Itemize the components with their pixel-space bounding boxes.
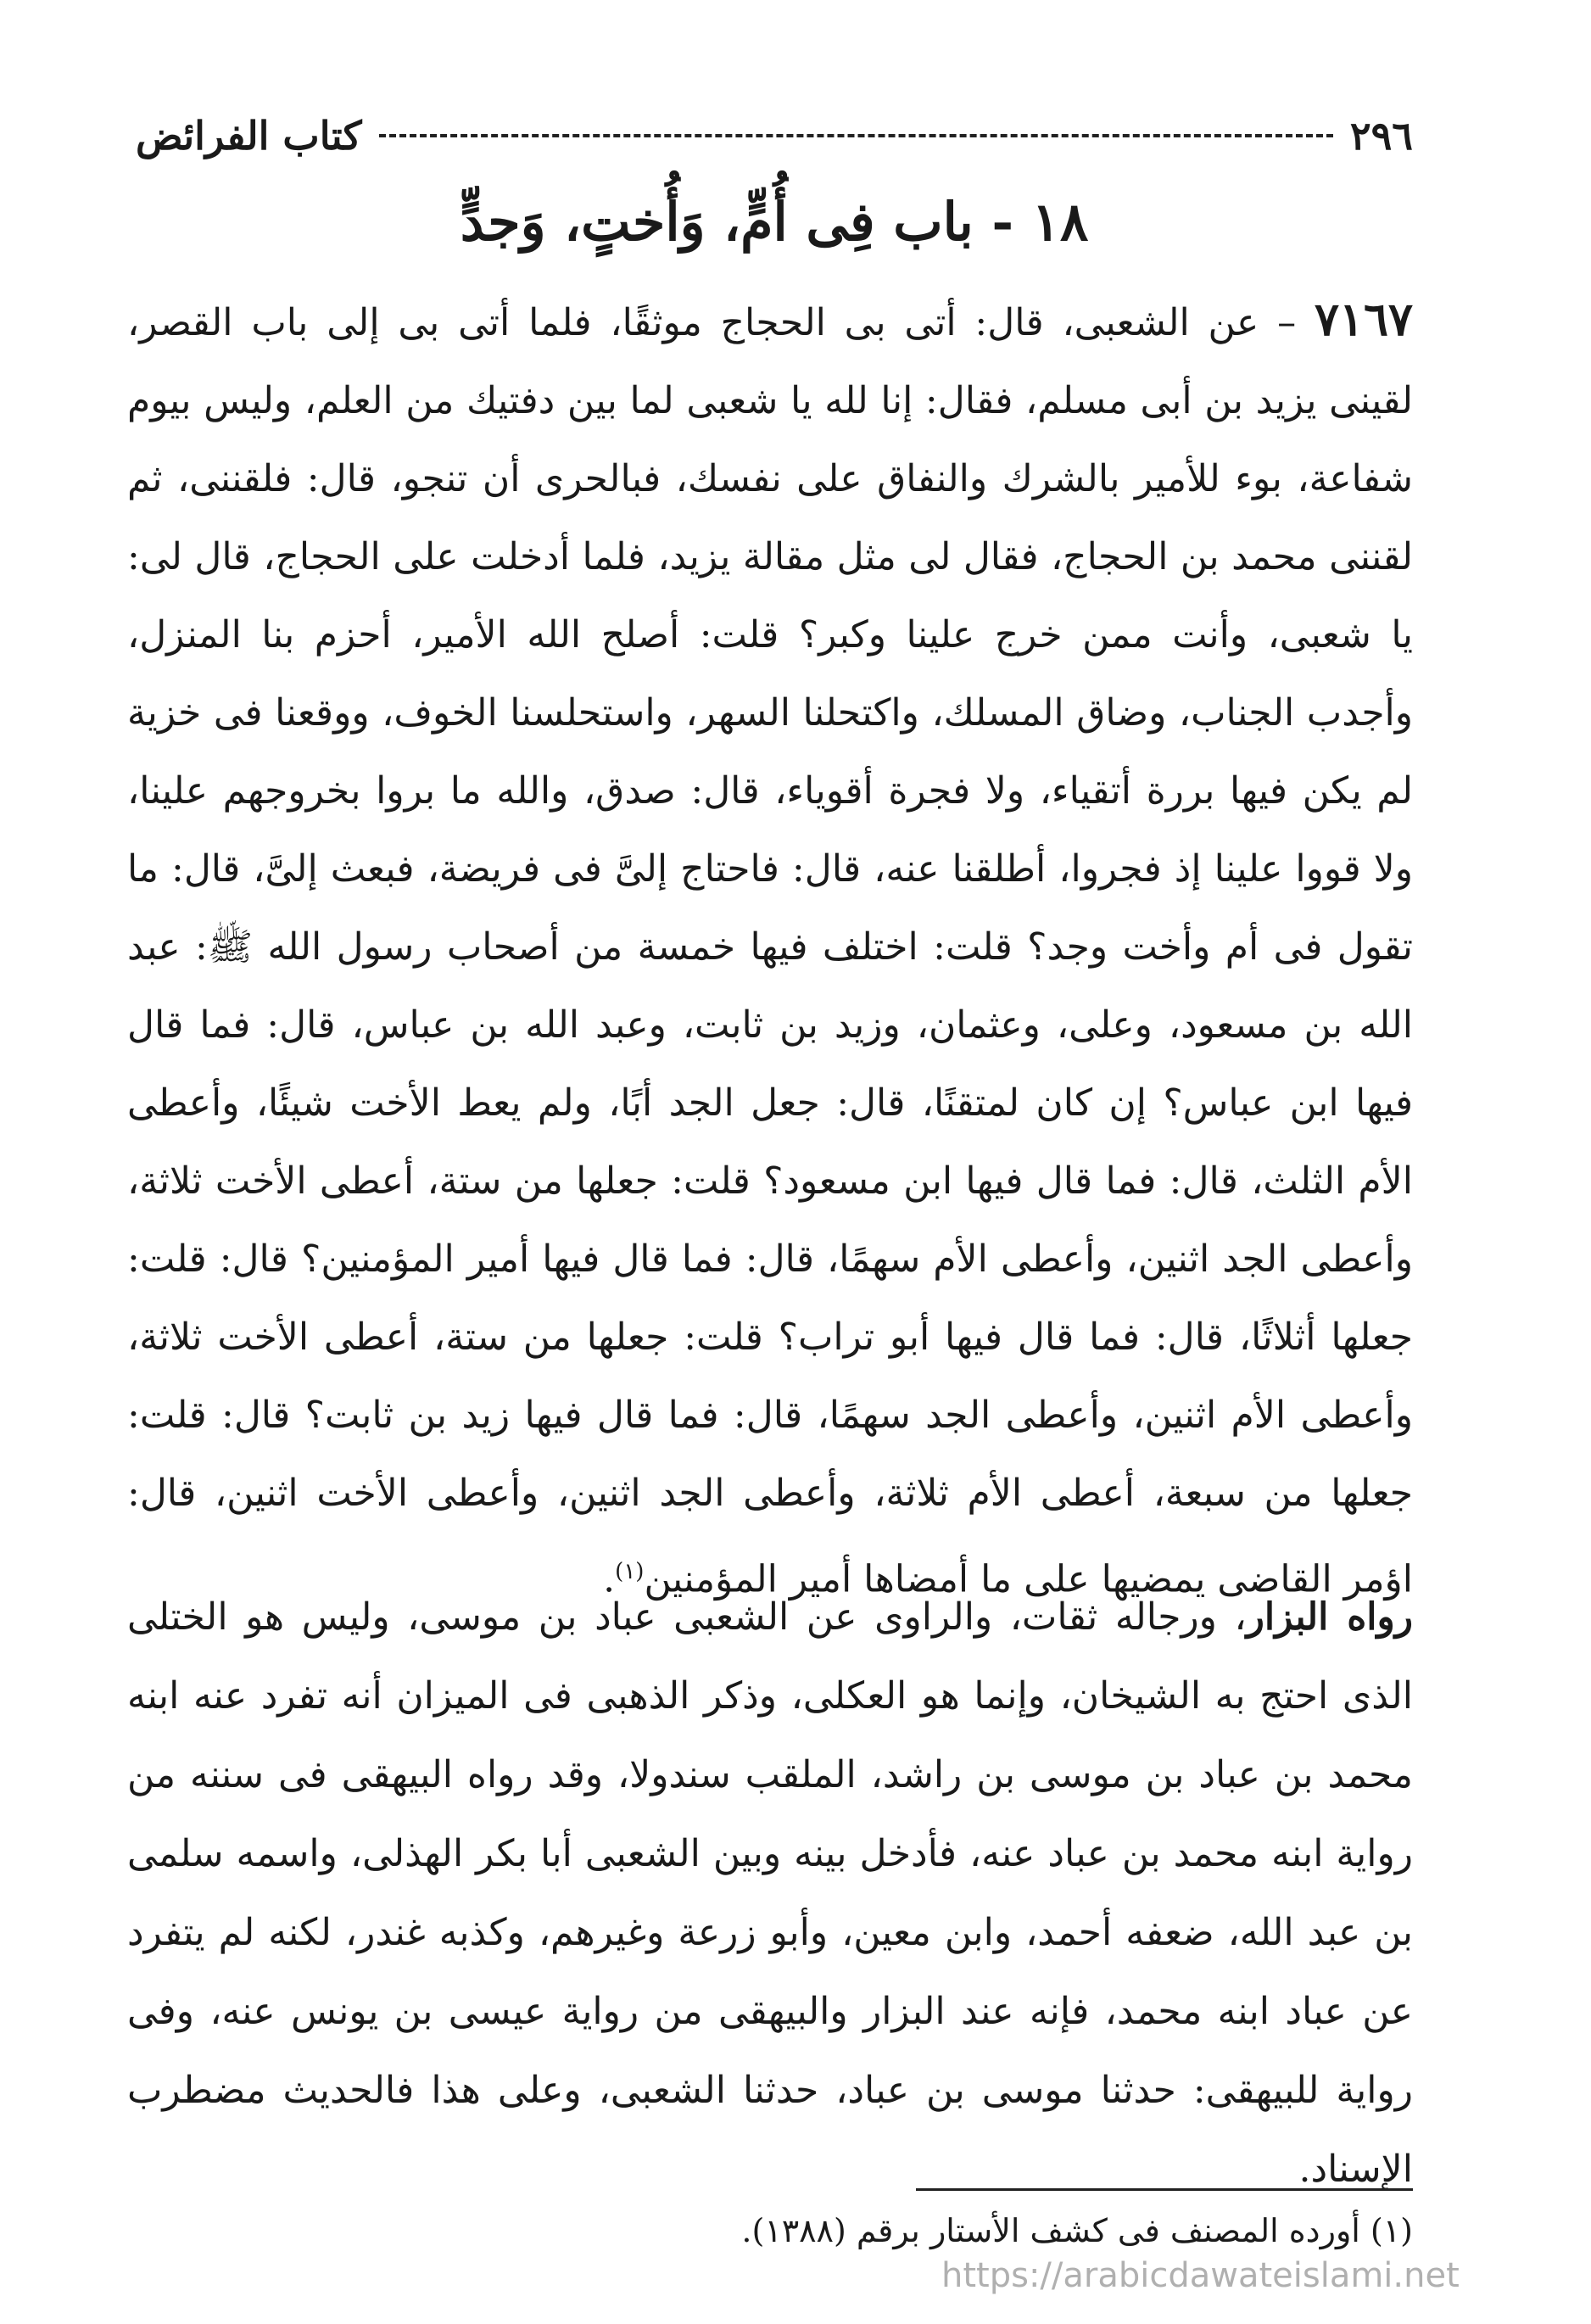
header-rule [379,134,1333,137]
page-header [136,102,1413,170]
chapter-title: ١٨ - باب فِى أُمٍّ، وَأُختٍ، وَجدٍّ [460,191,1089,253]
hadith-dash: – [1259,301,1315,344]
page-number: ٢٩٦ [1349,113,1413,159]
footnote-divider [916,2188,1413,2191]
hadith-body: عن الشعبى، قال: أتى بى الحجاج موثقًا، فلما أتى بى إلى باب القصر، لقينى يزيد بن أبى مسلم، فقال: إنا لله يا شعبى لما بين دفتيك من العلم، وليس بيوم شفاعة، بوء للأمير بالشرك والنفاق على نفسك، فبالحرى أن تنجو، قال: فلقننى، ثم لقننى محمد بن الحجاج، فقال لى مثل مقالة يزيد، فلما أدخلت على الحجاج، قال لى: يا شعبى، وأنت ممن خرج علينا وكبر؟ قلت: أصلح الله الأمير، أحزم بنا المنزل، وأجدب الجناب، وضاق المسلك، واكتحلنا السهر، واستحلسنا الخوف، ووقعنا فى خزية لم يكن فيها بررة أتقياء، ولا فجرة أقوياء، قال: صدق، والله ما بروا بخروجهم علينا، ولا قووا علينا إذ فجروا، أطلقنا عنه، قال: فاحتاج إلىَّ فى فريضة، فبعث إلىَّ، قال: ما تقول فى أم وأخت وجد؟ قلت: اختلف فيها خمسة من أصحاب رسول الله ﷺ: عبد الله بن مسعود، وعلى، وعثمان، وزيد بن ثابت، وعبد الله بن عباس، قال: فما قال فيها ابن عباس؟ إن كان لمتقنًا، قال: جعل الجد أبًا، ولم يعط الأخت شيئًا، وأعطى الأم الثلث، قال: فما قال فيها ابن مسعود؟ قلت: جعلها من ستة، أعطى الأخت ثلاثة، وأعطى الجد اثنين، وأعطى الأم سهمًا، قال: فما قال فيها أمير المؤمنين؟ قال: قلت: جعلها أثلاثًا، قال: فما قال فيها أبو تراب؟ قلت: جعلها من ستة، أعطى الأخت ثلاثة، وأعطى الأم اثنين، وأعطى الجد سهمًا، قال: فما قال فيها زيد بن ثابت؟ قال: قلت: جعلها من سبعة، أعطى الأم ثلاثة، وأعطى الجد اثنين، وأعطى الأخت اثنين، قال: اؤمر القاضى يمضيها على ما أمضاها أمير المؤمنين [127,301,1413,1601]
footnote-reference[interactable]: (١) [615,1559,645,1584]
commentary-body: ، ورجاله ثقات، والراوى عن الشعبى عباد بن موسى، وليس هو الختلى الذى احتج به الشيخان، وإنما هو العكلى، وذكر الذهبى فى الميزان أنه تفرد عنه ابنه محمد بن عباد بن موسى بن راشد، الملقب سندولا، وقد رواه البيهقى فى سننه من رواية ابنه محمد بن عباد عنه، فأدخل بينه وبين الشعبى أبا بكر الهذلى، واسمه سلمى بن عبد الله، ضعفه أحمد، وابن معين، وأبو زرعة وغيرهم، وكذبه غندر، لكنه لم يتفرد عن عباد ابنه محمد، فإنه عند البزار والبيهقى من رواية عيسى بن يونس عنه، وفى رواية للبيهقى: حدثنا موسى بن عباد، حدثنا الشعبى، وعلى هذا فالحديث مضطرب الإسناد. [127,1595,1413,2191]
commentary-lead: رواه البزار [1246,1595,1413,1639]
hadith-end: . [603,1557,616,1601]
book-title: كتاب الفرائض [136,113,362,159]
footnote-text: (١) أورده المصنف فى كشف الأستار برقم (١٣٨٨). [741,2212,1413,2249]
watermark-url: https://arabicdawateislami.net [941,2256,1460,2295]
hadith-number: ٧١٦٧ [1314,292,1413,346]
hadith-text [127,280,1413,1619]
commentary-text [127,1578,1413,2209]
